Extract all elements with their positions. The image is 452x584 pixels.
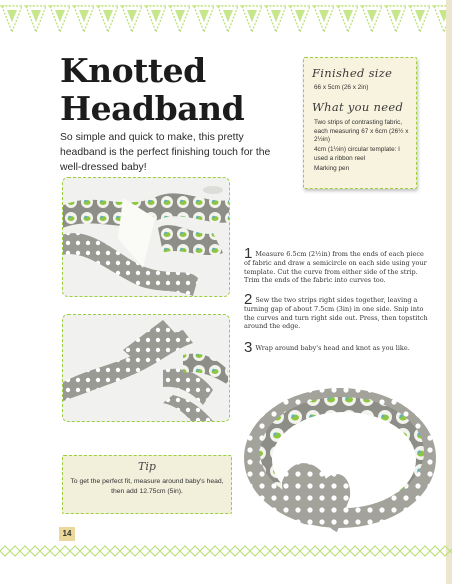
material-item: Two strips of contrasting fabric, each measuring 67 x 6cm (26½ x 2½in) [314,119,409,144]
step-text: Measure 6.5cm (2½in) from the ends of each piece of fabric and draw a semicircle on each side using your template. Cut the curve from either side of the strip. Trim the ends of the fabric into curves too. [244,250,427,285]
tip-heading: Tip [138,460,156,473]
step-text: Wrap around baby's head and knot as you like. [255,344,410,352]
tip-text: To get the perfect fit, measure around baby's head, then add 12.75cm (5in). [70,478,224,495]
step-number: 2 [244,291,253,308]
sewn-strip-illustration [63,315,229,421]
intro-paragraph: So simple and quick to make, this pretty headband is the perfect finishing touch for the well-dressed baby! [60,132,271,173]
material-item: 4cm (1½in) circular template: I used a ribbon reel [314,146,400,162]
step-number: 3 [244,339,253,356]
instruction-step-1 [244,245,429,285]
step-number: 1 [244,245,253,262]
instruction-step-2 [244,291,429,331]
title-line-2: Headband [60,89,245,128]
photo-sewn-strip [62,314,230,422]
fabric-strips-illustration [63,178,229,296]
what-you-need-heading: What you need [312,100,404,114]
bunting-pattern [0,0,452,40]
material-item: Marking pen [314,165,350,172]
title-line-1: Knotted [60,51,206,90]
finished-size-value: 66 x 5cm (26 x 2in) [314,84,369,91]
bottom-trim-border [0,544,452,558]
step-text: Sew the two strips right sides together, leaving a turning gap of about 7.5cm (3in) in one side. Snip into the curves and turn right side out. Press, then topstitch around the edge. [244,296,428,331]
instruction-step-3 [244,339,429,356]
top-bunting-border [0,0,452,40]
finished-size-heading: Finished size [312,66,393,80]
page-number: 14 [59,527,75,541]
page-title [60,52,244,128]
page-edge [446,0,452,584]
photo-cut-strips [62,177,230,297]
finished-headband-photo [232,372,438,544]
materials-box [303,57,417,189]
tip-box [62,455,232,514]
